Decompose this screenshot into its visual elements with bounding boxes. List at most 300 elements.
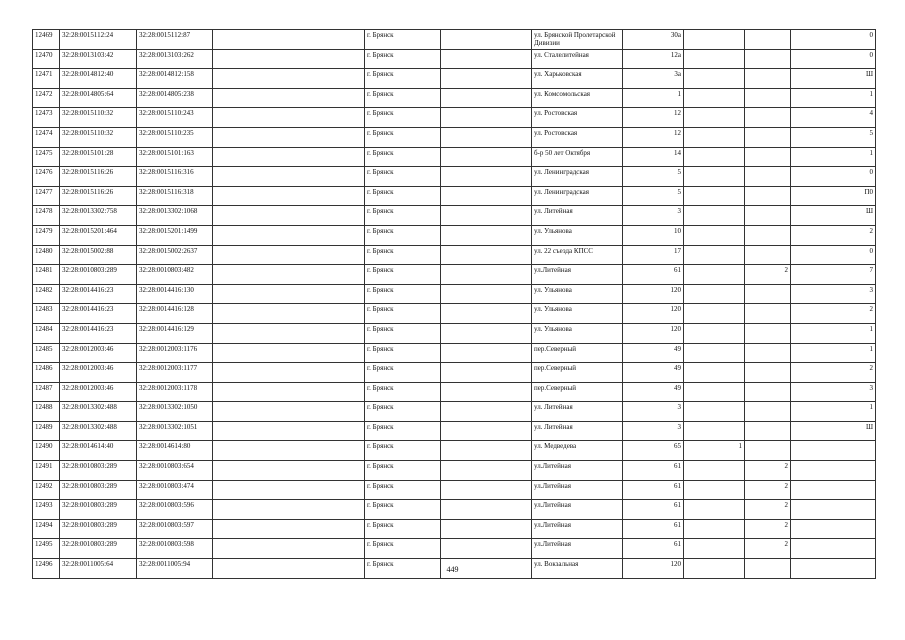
table-row	[33, 30, 876, 50]
cell-record-number: 12469	[33, 30, 60, 50]
cell-street: ул. Медведева	[532, 441, 623, 461]
cell-record-number: 12495	[33, 539, 60, 559]
cell-value-cell	[684, 363, 745, 383]
cell-record-number: 12470	[33, 49, 60, 69]
cell-parent-cadastral-number: 32:28:0014812:40	[60, 69, 137, 89]
cell-cadastral-number: 32:28:0010803:482	[137, 265, 213, 285]
cell-blank-cell	[441, 304, 532, 324]
cell-record-number: 12472	[33, 88, 60, 108]
cell-value-cell	[791, 461, 876, 481]
cell-city: г. Брянск	[365, 539, 441, 559]
table-row	[33, 480, 876, 500]
cell-value-cell	[745, 382, 791, 402]
cell-blank-cell	[213, 323, 365, 343]
cell-house-number: 61	[623, 500, 684, 520]
cell-street: ул. Ростовская	[532, 127, 623, 147]
cell-parent-cadastral-number: 32:28:0014416:23	[60, 323, 137, 343]
cell-value-cell	[745, 441, 791, 461]
cell-parent-cadastral-number: 32:28:0015112:24	[60, 30, 137, 50]
cell-value-cell: 2	[791, 304, 876, 324]
table-row	[33, 323, 876, 343]
table-row	[33, 265, 876, 285]
cell-house-number: 12а	[623, 49, 684, 69]
cell-value-cell	[684, 382, 745, 402]
cell-cadastral-number: 32:28:0012003:1176	[137, 343, 213, 363]
cell-value-cell	[745, 421, 791, 441]
table-row	[33, 186, 876, 206]
cell-house-number: 120	[623, 304, 684, 324]
cell-record-number: 12478	[33, 206, 60, 226]
cell-blank-cell	[213, 265, 365, 285]
cell-cadastral-number: 32:28:0014416:130	[137, 284, 213, 304]
cell-value-cell	[684, 421, 745, 441]
cell-blank-cell	[213, 245, 365, 265]
cell-parent-cadastral-number: 32:28:0015110:32	[60, 108, 137, 128]
cell-value-cell	[745, 304, 791, 324]
cell-value-cell	[791, 539, 876, 559]
cell-value-cell	[745, 343, 791, 363]
cell-cadastral-number: 32:28:0013302:1068	[137, 206, 213, 226]
table-row	[33, 539, 876, 559]
cell-house-number: 12	[623, 127, 684, 147]
cell-value-cell	[684, 461, 745, 481]
cell-value-cell: 1	[791, 402, 876, 422]
cell-value-cell	[684, 127, 745, 147]
cell-street: ул.Литейная	[532, 265, 623, 285]
cell-city: г. Брянск	[365, 88, 441, 108]
cell-city: г. Брянск	[365, 304, 441, 324]
cell-street: ул.Литейная	[532, 539, 623, 559]
cell-value-cell	[684, 108, 745, 128]
cell-city: г. Брянск	[365, 343, 441, 363]
cell-value-cell: 1	[791, 88, 876, 108]
cell-blank-cell	[441, 206, 532, 226]
cell-city: г. Брянск	[365, 559, 441, 579]
cell-value-cell: 1	[791, 343, 876, 363]
cell-blank-cell	[441, 147, 532, 167]
cell-value-cell: 0	[791, 49, 876, 69]
table-row	[33, 49, 876, 69]
cell-blank-cell	[441, 88, 532, 108]
cell-city: г. Брянск	[365, 461, 441, 481]
cell-blank-cell	[213, 147, 365, 167]
cell-blank-cell	[213, 206, 365, 226]
table-row	[33, 421, 876, 441]
cell-value-cell: Ш	[791, 421, 876, 441]
cell-value-cell	[684, 69, 745, 89]
cell-cadastral-number: 32:28:0010803:474	[137, 480, 213, 500]
cell-record-number: 12496	[33, 559, 60, 579]
cell-city: г. Брянск	[365, 49, 441, 69]
cell-cadastral-number: 32:28:0014812:158	[137, 69, 213, 89]
cell-parent-cadastral-number: 32:28:0014614:40	[60, 441, 137, 461]
cell-city: г. Брянск	[365, 206, 441, 226]
cell-record-number: 12492	[33, 480, 60, 500]
cell-house-number: 61	[623, 519, 684, 539]
cell-parent-cadastral-number: 32:28:0013103:42	[60, 49, 137, 69]
cell-blank-cell	[213, 69, 365, 89]
cell-cadastral-number: 32:28:0012003:1177	[137, 363, 213, 383]
cell-parent-cadastral-number: 32:28:0015116:26	[60, 186, 137, 206]
table-row	[33, 519, 876, 539]
cell-value-cell: 2	[745, 519, 791, 539]
cell-blank-cell	[213, 500, 365, 520]
table-row	[33, 108, 876, 128]
cell-blank-cell	[441, 441, 532, 461]
cell-parent-cadastral-number: 32:28:0015002:88	[60, 245, 137, 265]
cell-value-cell	[791, 500, 876, 520]
cell-house-number: 65	[623, 441, 684, 461]
cell-house-number: 12	[623, 108, 684, 128]
cell-house-number: 49	[623, 343, 684, 363]
cell-cadastral-number: 32:28:0015110:243	[137, 108, 213, 128]
cell-blank-cell	[213, 30, 365, 50]
cell-street: ул. Литейная	[532, 206, 623, 226]
cell-value-cell	[745, 88, 791, 108]
cell-city: г. Брянск	[365, 323, 441, 343]
cell-blank-cell	[213, 186, 365, 206]
table-row	[33, 382, 876, 402]
table-row	[33, 304, 876, 324]
cell-blank-cell	[441, 500, 532, 520]
cell-blank-cell	[441, 382, 532, 402]
cell-blank-cell	[441, 402, 532, 422]
cell-city: г. Брянск	[365, 284, 441, 304]
cell-street: ул.Литейная	[532, 461, 623, 481]
cell-street: ул.Литейная	[532, 480, 623, 500]
cell-record-number: 12480	[33, 245, 60, 265]
cell-value-cell	[745, 147, 791, 167]
cell-cadastral-number: 32:28:0015116:318	[137, 186, 213, 206]
cell-parent-cadastral-number: 32:28:0015201:464	[60, 225, 137, 245]
cell-cadastral-number: 32:28:0015110:235	[137, 127, 213, 147]
cell-blank-cell	[441, 284, 532, 304]
cell-record-number: 12475	[33, 147, 60, 167]
cell-city: г. Брянск	[365, 500, 441, 520]
cell-value-cell	[745, 30, 791, 50]
cell-street: пер.Северный	[532, 343, 623, 363]
cell-city: г. Брянск	[365, 402, 441, 422]
cell-parent-cadastral-number: 32:28:0010803:289	[60, 265, 137, 285]
register-table	[32, 29, 876, 579]
cell-value-cell: 0	[791, 167, 876, 187]
table-row	[33, 147, 876, 167]
cell-street: ул. Ленинградская	[532, 167, 623, 187]
cell-house-number: 120	[623, 323, 684, 343]
cell-blank-cell	[441, 539, 532, 559]
cell-value-cell	[745, 363, 791, 383]
cell-parent-cadastral-number: 32:28:0011005:64	[60, 559, 137, 579]
cell-value-cell	[684, 167, 745, 187]
cell-blank-cell	[213, 304, 365, 324]
cell-value-cell: 1	[684, 441, 745, 461]
cell-city: г. Брянск	[365, 245, 441, 265]
cell-house-number: 120	[623, 284, 684, 304]
cell-house-number: 49	[623, 382, 684, 402]
cell-blank-cell	[213, 108, 365, 128]
cell-city: г. Брянск	[365, 363, 441, 383]
cell-record-number: 12483	[33, 304, 60, 324]
table-row	[33, 88, 876, 108]
cell-cadastral-number: 32:28:0015002:2637	[137, 245, 213, 265]
cell-record-number: 12471	[33, 69, 60, 89]
cell-value-cell: 2	[791, 363, 876, 383]
cell-blank-cell	[441, 127, 532, 147]
cell-parent-cadastral-number: 32:28:0013302:488	[60, 402, 137, 422]
table-row	[33, 225, 876, 245]
cell-value-cell	[745, 225, 791, 245]
cell-record-number: 12481	[33, 265, 60, 285]
cell-street: б-р 50 лет Октября	[532, 147, 623, 167]
cell-blank-cell	[213, 49, 365, 69]
cell-city: г. Брянск	[365, 441, 441, 461]
cell-house-number: 61	[623, 461, 684, 481]
cell-blank-cell	[441, 245, 532, 265]
cell-parent-cadastral-number: 32:28:0015116:26	[60, 167, 137, 187]
cell-value-cell	[684, 88, 745, 108]
cell-blank-cell	[213, 127, 365, 147]
cell-house-number: 49	[623, 363, 684, 383]
cell-value-cell: 1	[791, 147, 876, 167]
cell-house-number: 17	[623, 245, 684, 265]
table-row	[33, 69, 876, 89]
cell-parent-cadastral-number: 32:28:0013302:488	[60, 421, 137, 441]
table-row	[33, 343, 876, 363]
cell-blank-cell	[213, 382, 365, 402]
table-row	[33, 500, 876, 520]
cell-parent-cadastral-number: 32:28:0010803:289	[60, 500, 137, 520]
cell-house-number: 5	[623, 186, 684, 206]
cell-house-number: 1	[623, 88, 684, 108]
cell-record-number: 12491	[33, 461, 60, 481]
cell-parent-cadastral-number: 32:28:0014416:23	[60, 284, 137, 304]
cell-house-number: 30а	[623, 30, 684, 50]
cell-value-cell	[745, 108, 791, 128]
cell-value-cell	[684, 186, 745, 206]
cell-blank-cell	[213, 539, 365, 559]
cell-value-cell: Ш	[791, 206, 876, 226]
cell-blank-cell	[213, 421, 365, 441]
cell-record-number: 12473	[33, 108, 60, 128]
cell-street: ул. Сталелитейная	[532, 49, 623, 69]
cell-street: ул. Брянской Пролетарской Дивизии	[532, 30, 623, 50]
cell-record-number: 12482	[33, 284, 60, 304]
cell-value-cell: 4	[791, 108, 876, 128]
cell-street: ул. Литейная	[532, 402, 623, 422]
cell-value-cell	[745, 127, 791, 147]
cell-value-cell	[745, 284, 791, 304]
cell-house-number: 3	[623, 421, 684, 441]
cell-street: ул.Литейная	[532, 500, 623, 520]
cell-blank-cell	[213, 88, 365, 108]
cell-city: г. Брянск	[365, 186, 441, 206]
cell-blank-cell	[441, 225, 532, 245]
cell-city: г. Брянск	[365, 225, 441, 245]
cell-value-cell	[745, 402, 791, 422]
cell-parent-cadastral-number: 32:28:0010803:289	[60, 519, 137, 539]
table-row	[33, 127, 876, 147]
cell-value-cell: 2	[745, 265, 791, 285]
cell-house-number: 61	[623, 265, 684, 285]
cell-cadastral-number: 32:28:0015116:316	[137, 167, 213, 187]
cell-value-cell	[684, 304, 745, 324]
cell-record-number: 12488	[33, 402, 60, 422]
cell-city: г. Брянск	[365, 480, 441, 500]
table-body	[33, 30, 876, 579]
cell-parent-cadastral-number: 32:28:0013302:758	[60, 206, 137, 226]
table-row	[33, 441, 876, 461]
cell-blank-cell	[213, 363, 365, 383]
cell-value-cell: 2	[745, 480, 791, 500]
cell-value-cell	[684, 225, 745, 245]
cell-blank-cell	[441, 108, 532, 128]
cell-cadastral-number: 32:28:0015201:1499	[137, 225, 213, 245]
cell-house-number: 3	[623, 206, 684, 226]
cell-cadastral-number: 32:28:0014416:129	[137, 323, 213, 343]
cell-parent-cadastral-number: 32:28:0014416:23	[60, 304, 137, 324]
cell-city: г. Брянск	[365, 30, 441, 50]
cell-street: ул. Вокзальная	[532, 559, 623, 579]
cell-blank-cell	[213, 461, 365, 481]
cell-cadastral-number: 32:28:0013302:1051	[137, 421, 213, 441]
cell-blank-cell	[213, 284, 365, 304]
cell-cadastral-number: 32:28:0013302:1050	[137, 402, 213, 422]
cell-value-cell: 2	[745, 500, 791, 520]
cell-value-cell	[684, 245, 745, 265]
cell-value-cell: 0	[791, 30, 876, 50]
cell-value-cell	[684, 284, 745, 304]
cell-blank-cell	[213, 519, 365, 539]
cell-value-cell	[791, 519, 876, 539]
cell-city: г. Брянск	[365, 382, 441, 402]
table-row	[33, 402, 876, 422]
cell-value-cell	[684, 147, 745, 167]
table-row	[33, 461, 876, 481]
cell-city: г. Брянск	[365, 127, 441, 147]
cell-house-number: 10	[623, 225, 684, 245]
cell-value-cell	[684, 30, 745, 50]
cell-cadastral-number: 32:28:0015101:163	[137, 147, 213, 167]
cell-value-cell: 7	[791, 265, 876, 285]
cell-cadastral-number: 32:28:0010803:597	[137, 519, 213, 539]
cell-city: г. Брянск	[365, 108, 441, 128]
cell-value-cell	[745, 245, 791, 265]
cell-value-cell	[684, 49, 745, 69]
cell-blank-cell	[213, 480, 365, 500]
cell-value-cell: 5	[791, 127, 876, 147]
cell-blank-cell	[441, 30, 532, 50]
cell-street: ул. Ленинградская	[532, 186, 623, 206]
cell-street: ул. Ульянова	[532, 304, 623, 324]
cell-record-number: 12484	[33, 323, 60, 343]
cell-parent-cadastral-number: 32:28:0014805:64	[60, 88, 137, 108]
cell-street: ул. Комсомольская	[532, 88, 623, 108]
cell-record-number: 12485	[33, 343, 60, 363]
cell-value-cell	[791, 480, 876, 500]
cell-blank-cell	[213, 441, 365, 461]
cell-value-cell: 2	[745, 461, 791, 481]
cell-street: ул. Ростовская	[532, 108, 623, 128]
cell-blank-cell	[441, 186, 532, 206]
cell-house-number: 61	[623, 539, 684, 559]
cell-cadastral-number: 32:28:0015112:87	[137, 30, 213, 50]
cell-cadastral-number: 32:28:0011005:94	[137, 559, 213, 579]
cell-value-cell: 2	[791, 225, 876, 245]
cell-city: г. Брянск	[365, 69, 441, 89]
cell-value-cell	[745, 206, 791, 226]
cell-parent-cadastral-number: 32:28:0012003:46	[60, 382, 137, 402]
cell-cadastral-number: 32:28:0012003:1178	[137, 382, 213, 402]
cell-cadastral-number: 32:28:0010803:596	[137, 500, 213, 520]
cell-record-number: 12486	[33, 363, 60, 383]
cell-city: г. Брянск	[365, 265, 441, 285]
cell-blank-cell	[441, 265, 532, 285]
page-number: 449	[446, 565, 459, 574]
cell-blank-cell	[441, 167, 532, 187]
cell-house-number: 5	[623, 167, 684, 187]
cell-record-number: 12487	[33, 382, 60, 402]
cell-blank-cell	[213, 402, 365, 422]
cell-blank-cell	[441, 480, 532, 500]
cell-value-cell	[684, 343, 745, 363]
cell-city: г. Брянск	[365, 519, 441, 539]
cell-value-cell	[745, 69, 791, 89]
cell-value-cell	[745, 167, 791, 187]
cell-value-cell	[684, 519, 745, 539]
cell-blank-cell	[441, 421, 532, 441]
cell-house-number: 61	[623, 480, 684, 500]
cell-value-cell: Ш	[791, 69, 876, 89]
cell-value-cell: П0	[791, 186, 876, 206]
cell-value-cell: 0	[791, 245, 876, 265]
table-row	[33, 167, 876, 187]
table-row	[33, 245, 876, 265]
cell-value-cell	[684, 500, 745, 520]
cell-value-cell	[684, 323, 745, 343]
cell-blank-cell	[441, 519, 532, 539]
cell-value-cell	[684, 539, 745, 559]
cell-city: г. Брянск	[365, 147, 441, 167]
cell-street: пер.Северный	[532, 382, 623, 402]
cell-house-number: 120	[623, 559, 684, 579]
cell-cadastral-number: 32:28:0013103:262	[137, 49, 213, 69]
cell-street: ул. Ульянова	[532, 225, 623, 245]
cell-cadastral-number: 32:28:0010803:654	[137, 461, 213, 481]
cell-parent-cadastral-number: 32:28:0010803:289	[60, 480, 137, 500]
cell-value-cell: 2	[745, 539, 791, 559]
cell-blank-cell	[213, 167, 365, 187]
cell-value-cell	[791, 441, 876, 461]
cell-parent-cadastral-number: 32:28:0010803:289	[60, 461, 137, 481]
cell-street: ул. Харьковская	[532, 69, 623, 89]
cell-parent-cadastral-number: 32:28:0015101:28	[60, 147, 137, 167]
table-row	[33, 284, 876, 304]
cell-record-number: 12489	[33, 421, 60, 441]
cell-value-cell	[745, 186, 791, 206]
cell-value-cell: 3	[791, 382, 876, 402]
cell-value-cell	[684, 206, 745, 226]
cell-value-cell	[745, 49, 791, 69]
cell-record-number: 12477	[33, 186, 60, 206]
cell-cadastral-number: 32:28:0014805:238	[137, 88, 213, 108]
cell-record-number: 12494	[33, 519, 60, 539]
cell-house-number: 3а	[623, 69, 684, 89]
cell-parent-cadastral-number: 32:28:0015110:32	[60, 127, 137, 147]
table-row	[33, 363, 876, 383]
cell-record-number: 12479	[33, 225, 60, 245]
cell-blank-cell	[441, 343, 532, 363]
cell-record-number: 12493	[33, 500, 60, 520]
